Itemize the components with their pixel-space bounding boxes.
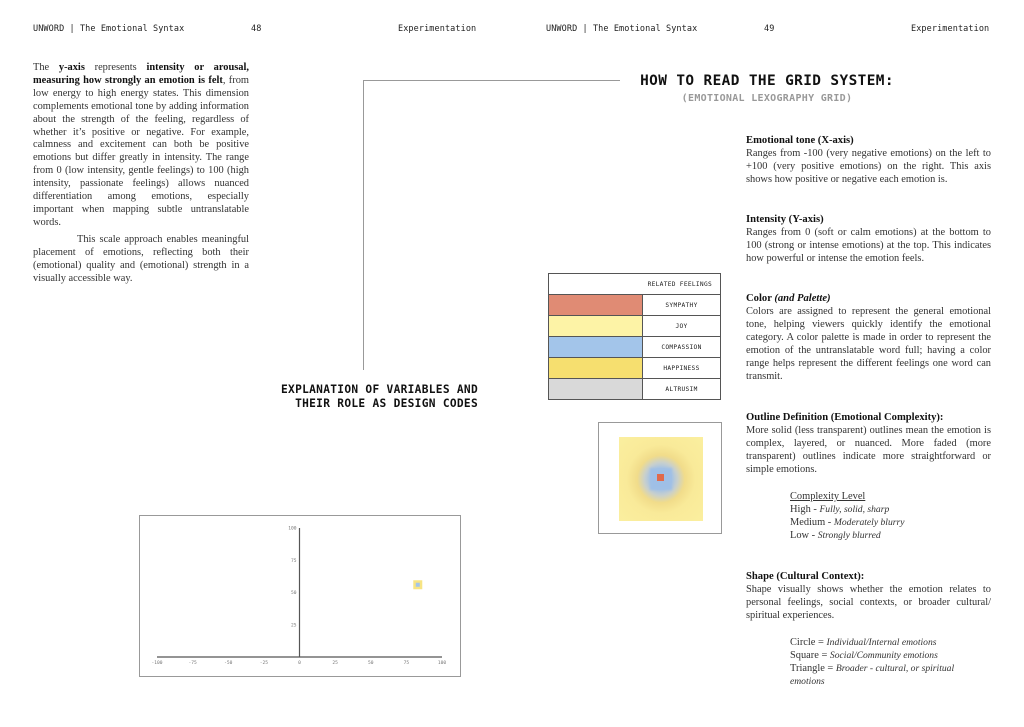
shape-desc: Social/Community emotions [829,650,938,661]
color-swatch-sympathy [549,295,643,316]
table-header-row [549,274,721,295]
color-heading: Color [746,293,775,304]
x-tick-label: -100 [151,661,163,666]
x-tick-label: -25 [259,661,269,666]
shape-item [790,636,991,649]
section-text: Ranges from 0 (soft or calm emotions) at the bottom to 100 (strong or intense emotions) at the top. This indicates how powerful or intense the emotion feels. [746,227,991,264]
feeling-label: HAPPINESS [643,358,721,379]
complexity-item [790,503,991,516]
complexity-list [790,490,991,542]
shape-item [790,649,991,662]
shape-name: Circle = [790,637,827,648]
x-tick-label: -50 [224,661,233,666]
explanation-heading-line2: THEIR ROLE AS DESIGN CODES [295,397,478,410]
table-row [549,358,721,379]
section-intensity [746,213,991,265]
section-color [746,292,991,383]
feeling-label: COMPASSION [643,337,721,358]
section-heading: Outline Definition (Emotional Complexity): [746,412,944,423]
section-heading: Intensity (Y-axis) [746,214,824,225]
emotion-sample-box [598,422,722,534]
table-row [549,337,721,358]
section-shape [746,570,991,688]
section-heading [746,292,991,305]
x-tick-label: 25 [332,661,338,666]
section-text: More solid (less transparent) outlines mean the emotion is complex, layered, or nuanced. More faded (more transparent) outlines indicate more straightforward or simple emotions. [746,425,991,475]
left-page-number: 48 [251,24,262,34]
explanation-heading-line1: EXPLANATION OF VARIABLES AND [281,383,478,396]
section-outline [746,411,991,542]
y-tick-label: 100 [288,526,297,532]
grid-system-subtitle: (EMOTIONAL LEXOGRAPHY GRID) [681,93,853,104]
section-heading: Shape (Cultural Context): [746,571,865,582]
explanation-heading [240,383,478,411]
feeling-label: ALTRUSIM [643,379,721,400]
table-row [549,316,721,337]
section-text: Colors are assigned to represent the general emotional tone, helping viewers quickly identify the emotional category. A color palette is made in order to represent the emotion of the untranslatable word full; having a color range helps represent the different feelings one word can transmit. [746,306,991,382]
left-header-title: UNWORD | The Emotional Syntax [33,24,185,34]
intro-text: , from low energy to high energy states. This dimension complements emotional tone by adding information about the strength of the feeling, regardless of whether it’s positive or negative. For example, calmness and excitement can both be positive emotions but differ greatly in intensity. The range from 0 (low intensity, gentle feelings) to 100 (high intensity, passionate feelings) allows nuanced differentiation among emotions, especially important when mapping subtle untranslatable words. [33,74,249,228]
y-tick-label: 75 [290,558,297,564]
section-text: Ranges from -100 (very negative emotions) on the left to +100 (very positive emotions) on the right. This axis shows how positive or negative each emotion is. [746,148,991,185]
complexity-item [790,516,991,529]
grid-system-title: HOW TO READ THE GRID SYSTEM: [640,73,894,89]
complexity-level-desc: Moderately blurry [833,517,905,528]
right-header-title: UNWORD | The Emotional Syntax [546,24,698,34]
color-swatch-happiness [549,358,643,379]
left-header-section: Experimentation [398,24,477,34]
right-header-section: Experimentation [911,24,990,34]
x-tick-label: 0 [298,661,301,666]
color-swatch-altruism [549,379,643,400]
data-point-inner [416,583,420,587]
color-heading-italic: (and Palette) [774,293,831,304]
intro-bold-intensity: intensity or arousal, measuring how strongly an emotion is felt [33,62,249,86]
complexity-item [790,529,991,542]
table-row [549,295,721,316]
table-header-cell: RELATED FEELINGS [549,274,721,295]
shape-name: Triangle = [790,663,836,674]
x-tick-label: 75 [403,661,410,666]
shape-item [790,662,991,688]
table-row [549,379,721,400]
emotion-grid-chart [139,515,461,677]
complexity-level-desc: Strongly blurred [817,530,881,541]
complexity-level-name: Low - [790,530,818,541]
second-paragraph: This scale approach enables meaningful placement of emotions, reflecting both their (emotional) quality and (emotional) strength in a visually accessible way. [33,234,249,284]
color-swatch-joy [549,316,643,337]
intro-text: represents [84,62,147,73]
y-tick-label: 50 [290,591,297,596]
complexity-level-name: High - [790,504,820,515]
intro-paragraph [33,62,249,230]
color-swatch-compassion [549,337,643,358]
related-feelings-table [548,273,721,400]
section-text: Shape visually shows whether the emotion relates to personal feelings, social contexts, or broader cultural/ spiritual experiences. [746,584,991,621]
shape-list [790,636,991,688]
right-page-number: 49 [764,24,775,34]
shape-name: Square = [790,650,830,661]
core-color-square [657,474,664,481]
bracket-line-horizontal [363,80,620,81]
complexity-level-name: Medium - [790,517,834,528]
section-heading: Emotional tone (X-axis) [746,135,854,146]
feeling-label: JOY [643,316,721,337]
x-tick-label: 100 [437,661,447,666]
chart-svg [140,516,460,676]
feeling-label: SYMPATHY [643,295,721,316]
x-tick-label: 50 [367,661,374,666]
section-emotional-tone [746,134,991,186]
y-tick-label: 25 [290,623,297,629]
intro-text: The [33,62,59,73]
complexity-list-title: Complexity Level [790,491,866,502]
complexity-level-desc: Fully, solid, sharp [819,504,890,515]
intro-bold-yaxis: y-axis [58,62,85,73]
shape-desc: Broader - cultural, or spiritual emotions [790,663,955,687]
bracket-line-vertical [363,80,364,370]
shape-desc: Individual/Internal emotions [826,637,937,648]
x-tick-label: -75 [188,661,197,666]
